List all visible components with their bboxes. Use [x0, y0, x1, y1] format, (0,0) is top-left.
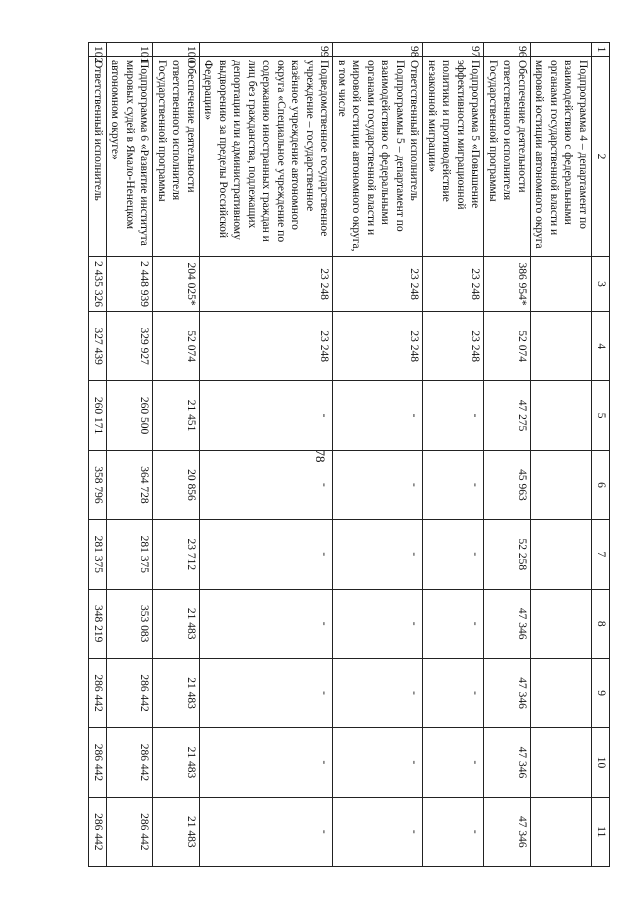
value-cell	[531, 520, 592, 589]
value-cell: 386 954*	[484, 257, 531, 312]
value-cell: -	[423, 520, 484, 589]
header-cell: 2	[592, 57, 610, 257]
rotated-table-frame	[90, 42, 610, 867]
table-row	[333, 43, 423, 867]
value-cell: 329 927	[107, 312, 154, 381]
table-row	[89, 43, 107, 867]
value-cell: 358 796	[89, 450, 107, 519]
value-cell: -	[333, 589, 423, 658]
value-cell: -	[200, 728, 334, 797]
program-finance-table	[89, 42, 611, 867]
value-cell: -	[200, 450, 334, 519]
value-cell: 23 248	[200, 257, 334, 312]
table-row	[200, 43, 334, 867]
row-number-cell: 100	[153, 43, 200, 57]
row-name-cell: Ответственный исполнитель Подпрограммы 5 – департамент по взаимодействию с федеральными органами государственной власти и мировой юстиции автономного округа, в том числе	[333, 57, 423, 257]
value-cell	[531, 589, 592, 658]
row-number-cell: 102	[89, 43, 107, 57]
value-cell: 281 375	[89, 520, 107, 589]
value-cell: -	[423, 658, 484, 727]
value-cell	[531, 257, 592, 312]
header-cell: 6	[592, 450, 610, 519]
value-cell: 23 248	[200, 312, 334, 381]
value-cell: 286 442	[89, 797, 107, 866]
value-cell: 327 439	[89, 312, 107, 381]
page-number: 78	[313, 449, 328, 463]
row-name-cell: Подпрограмма 4 – департамент по взаимодействию с федеральными органами государственной власти и мировой юстиции автономного округа	[531, 57, 592, 257]
table-row	[153, 43, 200, 867]
row-name-cell: Подпрограмма 6 «Развитие института мировых судей в Ямало-Ненецком автономном округе»	[107, 57, 154, 257]
value-cell: 20 856	[153, 450, 200, 519]
value-cell: -	[333, 658, 423, 727]
table-row	[107, 43, 154, 867]
value-cell: 286 442	[107, 658, 154, 727]
row-name-cell: Подпрограмма 5 «Повышение эффективности миграционной политики и противодействие незаконной миграции»	[423, 57, 484, 257]
value-cell: 260 171	[89, 381, 107, 450]
row-name-cell: Обеспечение деятельности ответственного исполнителя Государственной программы	[484, 57, 531, 257]
value-cell: 2 448 939	[107, 257, 154, 312]
table-body	[89, 43, 592, 867]
value-cell: 23 248	[423, 312, 484, 381]
value-cell: 348 219	[89, 589, 107, 658]
value-cell: -	[200, 520, 334, 589]
value-cell	[531, 658, 592, 727]
value-cell: -	[333, 520, 423, 589]
header-row	[592, 43, 610, 867]
value-cell: -	[333, 450, 423, 519]
row-name-cell: Подведомственное государственное учреждение – государственное казённое учреждение автономного округа «Специальное учреждение по содержанию иностранных граждан и лиц без гражданства, подлежащих депортации или административному выдворению за пределы Российской Федерации»	[200, 57, 334, 257]
value-cell: 364 728	[107, 450, 154, 519]
row-number-cell: 96	[484, 43, 531, 57]
table-row	[484, 43, 531, 867]
value-cell	[531, 381, 592, 450]
value-cell: 52 074	[484, 312, 531, 381]
value-cell: 23 248	[423, 257, 484, 312]
value-cell: -	[423, 450, 484, 519]
header-cell: 11	[592, 797, 610, 866]
row-number-cell	[531, 43, 592, 57]
value-cell: 260 500	[107, 381, 154, 450]
value-cell: 47 346	[484, 589, 531, 658]
value-cell: -	[200, 658, 334, 727]
value-cell	[531, 450, 592, 519]
value-cell: -	[423, 797, 484, 866]
header-cell: 9	[592, 658, 610, 727]
header-cell: 8	[592, 589, 610, 658]
value-cell	[531, 797, 592, 866]
value-cell	[531, 728, 592, 797]
value-cell: 286 442	[89, 658, 107, 727]
value-cell: -	[423, 381, 484, 450]
value-cell: -	[200, 381, 334, 450]
value-cell: 52 258	[484, 520, 531, 589]
header-cell: 3	[592, 257, 610, 312]
value-cell: 2 435 326	[89, 257, 107, 312]
header-cell: 4	[592, 312, 610, 381]
value-cell: -	[200, 797, 334, 866]
value-cell: 47 346	[484, 797, 531, 866]
table-row	[423, 43, 484, 867]
value-cell: 21 483	[153, 797, 200, 866]
value-cell: 47 346	[484, 728, 531, 797]
table-row	[531, 43, 592, 867]
row-number-cell: 98	[333, 43, 423, 57]
value-cell: -	[423, 728, 484, 797]
header-cell: 10	[592, 728, 610, 797]
value-cell: 21 483	[153, 658, 200, 727]
value-cell: -	[423, 589, 484, 658]
value-cell: -	[333, 797, 423, 866]
value-cell: 52 074	[153, 312, 200, 381]
value-cell: -	[333, 728, 423, 797]
value-cell	[531, 312, 592, 381]
row-number-cell: 97	[423, 43, 484, 57]
value-cell: 47 275	[484, 381, 531, 450]
header-cell: 5	[592, 381, 610, 450]
value-cell: 23 248	[333, 257, 423, 312]
table-container	[90, 42, 610, 867]
value-cell: 281 375	[107, 520, 154, 589]
value-cell: -	[333, 381, 423, 450]
value-cell: 21 451	[153, 381, 200, 450]
value-cell: 23 712	[153, 520, 200, 589]
value-cell: 286 442	[107, 797, 154, 866]
value-cell: 21 483	[153, 728, 200, 797]
row-number-cell: 99	[200, 43, 334, 57]
value-cell: 286 442	[89, 728, 107, 797]
value-cell: -	[200, 589, 334, 658]
value-cell: 21 483	[153, 589, 200, 658]
row-number-cell: 101	[107, 43, 154, 57]
value-cell: 353 083	[107, 589, 154, 658]
header-cell: 7	[592, 520, 610, 589]
value-cell: 286 442	[107, 728, 154, 797]
row-name-cell: Ответственный исполнитель	[89, 57, 107, 257]
value-cell: 47 346	[484, 658, 531, 727]
value-cell: 45 963	[484, 450, 531, 519]
value-cell: 23 248	[333, 312, 423, 381]
row-name-cell: Обеспечение деятельности ответственного исполнителя Государственной программы	[153, 57, 200, 257]
value-cell: 204 025*	[153, 257, 200, 312]
header-cell: 1	[592, 43, 610, 57]
